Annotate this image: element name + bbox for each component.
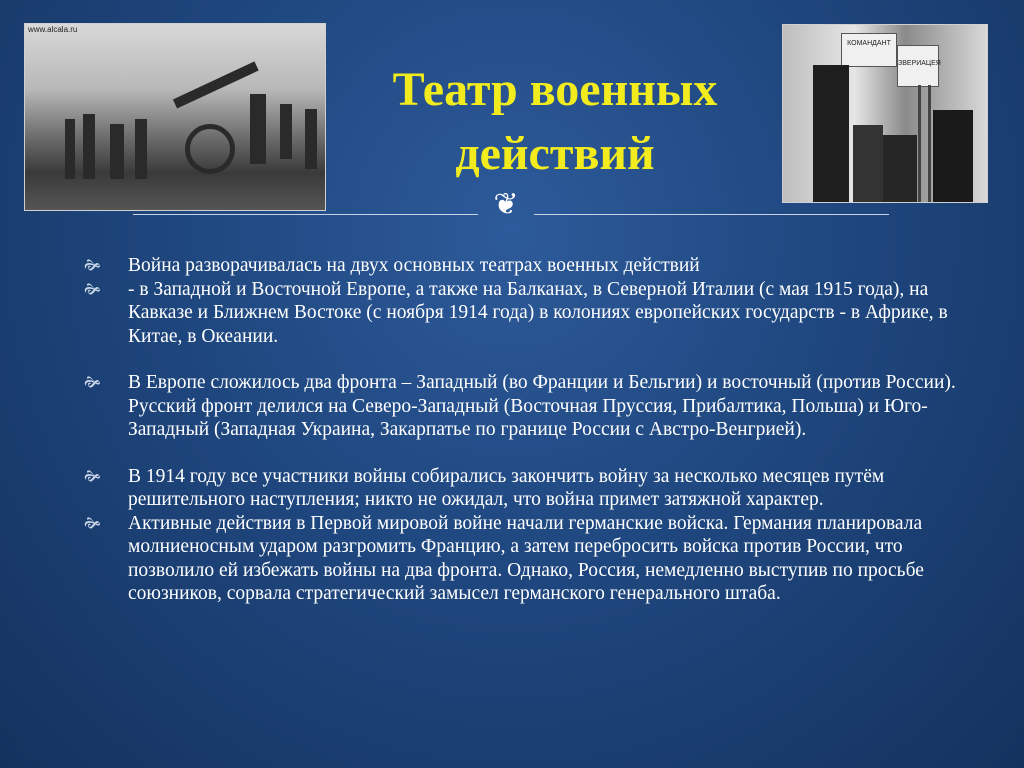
poster-text: КОМАНДАНТ — [847, 40, 891, 47]
bullet-text: Активные действия в Первой мировой войне начали германские войска. Германия планировала молниеносным ударом разгромить Францию, а затем перебросить войска против России, что позволило ей избежать войны на два фронта. Однако, Россия, немедленно выступив по просьбе союзников, сорвала стратегический замысел германского генерального штаба. — [128, 512, 924, 604]
poster-text: ЗВЕРИАЦЕЯ — [898, 60, 941, 67]
bullet-text: Война разворачивалась на двух основных театрах военных действий — [128, 255, 700, 276]
slide-title — [340, 58, 770, 186]
bullet-item — [84, 254, 964, 278]
bullet-icon: 🙞 — [84, 515, 101, 532]
bullet-item — [84, 371, 964, 442]
photo-watermark: www.alcala.ru — [28, 25, 78, 34]
bullet-item — [84, 278, 964, 349]
bullet-text: - в Западной и Восточной Европе, а также на Балканах, в Северной Италии (с мая 1915 года), на Кавказе и Ближнем Востоке (с ноября 1914 года) в колониях европейских государств - в Африке, в Китае, в Океании. — [128, 278, 948, 347]
bullet-icon: 🙞 — [84, 281, 101, 298]
bullet-text: В Европе сложилось два фронта – Западный (во Франции и Бельгии) и восточный (против России). Русский фронт делился на Северо-Западный (Восточная Пруссия, Прибалтика, Польша) и Юго-Западный (Западная Украина, Закарпатье по границе России с Австро-Венгрией). — [128, 372, 956, 440]
artillery-photo — [24, 23, 326, 211]
divider-line-left — [133, 214, 478, 215]
title-line-2: действий — [455, 127, 655, 180]
title-line-1: Театр военных — [392, 63, 718, 116]
bullet-item — [84, 465, 964, 512]
divider-line-right — [534, 214, 889, 215]
bullet-item — [84, 512, 964, 606]
bullet-text: В 1914 году все участники войны собирались закончить войну за несколько месяцев путём решительного наступления; никто не ожидал, что война примет затяжной характер. — [128, 465, 885, 510]
bullet-list — [84, 254, 964, 606]
poster — [897, 45, 939, 87]
bullet-icon: 🙞 — [84, 468, 101, 485]
poster-photo — [782, 24, 988, 203]
ornament-icon: ❦ — [493, 188, 519, 221]
bullet-icon: 🙞 — [84, 258, 101, 274]
bullet-icon: 🙞 — [84, 375, 101, 391]
poster — [841, 33, 897, 67]
